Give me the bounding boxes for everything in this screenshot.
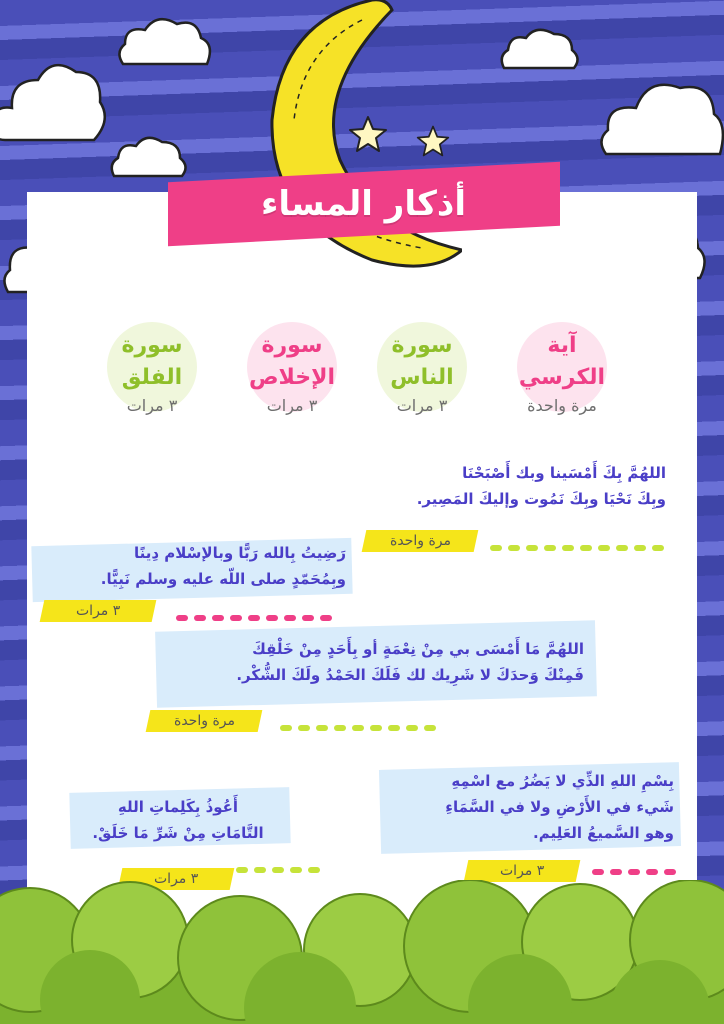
surah-name: سورة الإخلاص	[248, 333, 336, 390]
surah-count: مرة واحدة	[527, 396, 597, 415]
surah-ayat-al-kursi	[502, 330, 622, 415]
green-bushes	[0, 880, 724, 1024]
dua-text: اللهُمَّ بِكَ أَمْسَينا وبك أَصْبَحْنَا وبِكَ نَحْيَا وبِكَ نَمُوت وإليكَ المَصِير.	[416, 464, 666, 508]
cloud-icon	[0, 50, 110, 160]
dua-text: بِسْمِ اللهِ الذِّي لا يَضُرُ مع اسْمِهِ شَيء في الأَرْضِ ولا في السَّمَاءِ وهو السَّميعُ العَلِيم.	[445, 772, 674, 842]
dua-text: أَعُوذُ بِكَلِماتِ اللهِ التَّامَاتِ مِنْ شَرِّ مَا خَلَقْ.	[92, 798, 264, 842]
repeat-count-tag: ٣ مرات	[118, 868, 235, 890]
star-icon	[348, 114, 388, 154]
page-title: أذكار المساء	[261, 184, 467, 225]
surah-count: ٣ مرات	[126, 396, 178, 415]
divider-dashes	[176, 606, 338, 612]
surah-name: سورة الفلق	[121, 333, 183, 390]
divider-dashes	[280, 716, 442, 722]
dua-text: رَضِيتُ بِالله رَبًّا وبالإسْلام دِينًا وبِمُحَمّدٍ صلى اللّه عليه وسلم نَبِيًّا.	[100, 544, 346, 588]
repeat-count-tag: مرة واحدة	[362, 530, 479, 552]
cloud-icon	[498, 22, 580, 74]
cloud-icon	[596, 64, 724, 164]
divider-dashes	[592, 860, 682, 866]
dua-text: اللهُمَّ مَا أَمْسَى بي مِنْ نِعْمَةٍ أو بِأَحَدٍ مِنْ خَلْقِكَ فَمِنْكَ وَحدَكَ لا شَرِيك لك فَلَكَ الحَمْدُ ولَكَ الشُّكْر.	[236, 640, 584, 684]
surah-name: سورة الناس	[390, 333, 454, 390]
cloud-icon	[108, 130, 188, 182]
surah-al-ikhlas	[232, 330, 352, 415]
surah-name: آية الكرسي	[518, 333, 606, 390]
surah-al-falaq	[92, 330, 212, 415]
repeat-count-tag: مرة واحدة	[146, 710, 263, 732]
divider-dashes	[236, 858, 326, 864]
repeat-count-tag: ٣ مرات	[464, 860, 581, 882]
surah-count: ٣ مرات	[396, 396, 448, 415]
star-icon	[416, 124, 450, 158]
divider-dashes	[490, 536, 670, 542]
cloud-icon	[115, 12, 215, 72]
surah-count: ٣ مرات	[266, 396, 318, 415]
surah-an-nas	[362, 330, 482, 415]
repeat-count-tag: ٣ مرات	[40, 600, 157, 622]
